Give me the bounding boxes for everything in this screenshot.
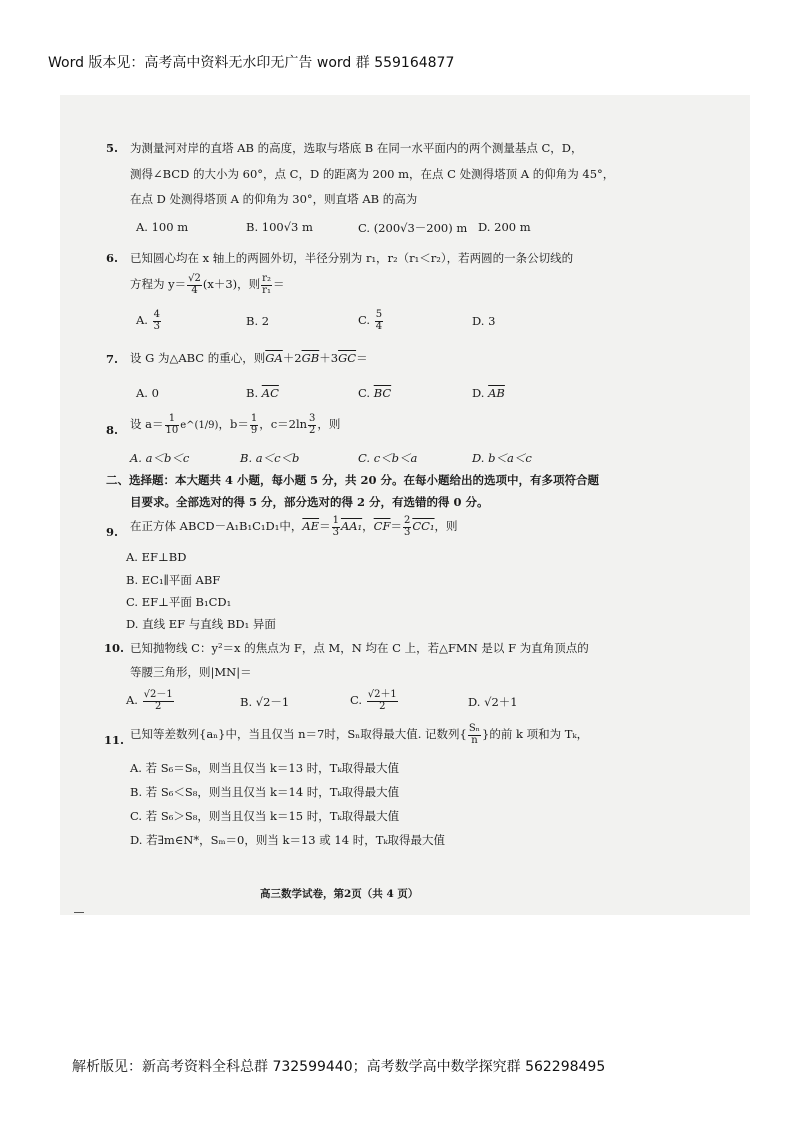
q6-fraction-r2-over-r1: $\frac{\text{r₂}}{\text{r₁}}$ [262, 273, 271, 296]
q10-option-a: A. $\frac{√2-1}{2}$ [126, 689, 173, 712]
q6-option-d: D. 3 [472, 314, 496, 328]
q6-option-a: A. $\frac{4}{3}$ [136, 309, 160, 332]
scan-mark [74, 912, 84, 913]
q7-stem: 设 G 为△ABC 的重心，则$\overline{GA}+2\overline{GB}+3\overline{GC}=$ [130, 351, 368, 365]
q6-option-b: B. 2 [246, 314, 270, 328]
q6-number: 6. [106, 251, 119, 265]
q10-line1: 已知抛物线 C：y²＝x 的焦点为 F，点 M，N 均在 C 上，若△FMN 是以 F 为直角顶点的 [130, 641, 589, 655]
q11-option-a: A. 若 S₆＝S₈，则当且仅当 k＝13 时，Tₖ取得最大值 [130, 761, 400, 775]
header-note: Word 版本见：高考高中资料无水印无广告 word 群 559164877 [48, 55, 455, 71]
q6-option-c: C. $\frac{5}{4}$ [358, 309, 383, 332]
q8-option-d: D. b＜a＜c [472, 451, 532, 465]
q5-option-c: C. (200√3－200) m [358, 221, 468, 235]
q9-stem: 在正方体 ABCD－A₁B₁C₁D₁中，$\overline{AE}=$ $\frac{1}{3}$ AA₁，$\overline{CF}=$ $\frac{2}{3}$ CC₁，则 [130, 515, 458, 538]
q9-number: 9. [106, 525, 119, 539]
q11-option-b: B. 若 S₆＜S₈，则当且仅当 k＝14 时，Tₖ取得最大值 [130, 785, 400, 799]
section2-line1: 二、选择题：本大题共 4 小题，每小题 5 分，共 20 分。在每小题给出的选项中，有多项符合题 [106, 473, 600, 487]
q6-line1: 已知圆心均在 x 轴上的两圆外切，半径分别为 r₁，r₂（r₁＜r₂），若两圆的一条公切线的 [130, 251, 574, 265]
q10-option-c: C. $\frac{√2+1}{2}$ [350, 689, 397, 712]
q5-line3: 在点 D 处测得塔顶 A 的仰角为 30°，则直塔 AB 的高为 [130, 192, 418, 206]
q9-option-c: C. EF⊥平面 B₁CD₁ [126, 595, 232, 609]
q7-option-d: D. $\overline{AB}$ [472, 386, 505, 400]
q5-option-b: B. 100√3 m [246, 220, 313, 234]
section2-line2: 目要求。全部选对的得 5 分，部分选对的得 2 分，有选错的得 0 分。 [130, 495, 489, 509]
q11-number: 11. [104, 733, 125, 747]
q9-option-d: D. 直线 EF 与直线 BD₁ 异面 [126, 617, 276, 631]
q11-option-c: C. 若 S₆＞S₈，则当且仅当 k＝15 时，Tₖ取得最大值 [130, 809, 400, 823]
q10-line2: 等腰三角形，则|MN|＝ [130, 665, 252, 679]
footer-note: 解析版见：新高考资料全科总群 732599440；高考数学高中数学探究群 562298495 [72, 1059, 606, 1075]
q7-option-a: A. 0 [136, 386, 159, 400]
q8-option-a: A. a＜b＜c [130, 451, 190, 465]
q7-option-b: B. $\overline{AC}$ [246, 386, 279, 400]
q9-option-a: A. EF⊥BD [126, 550, 187, 564]
page-footer: 高三数学试卷，第2页（共 4 页） [260, 888, 419, 900]
q7-number: 7. [106, 352, 119, 366]
q11-stem: 已知等差数列{aₙ}中，当且仅当 n＝7时，Sₙ取得最大值. 记数列{ $\frac{\text{Sₙ}}{n}$ }的前 k 项和为 Tₖ， [130, 723, 589, 746]
q5-option-d: D. 200 m [478, 220, 531, 234]
q10-option-d: D. √2＋1 [468, 695, 518, 709]
q9-option-b: B. EC₁∥平面 ABF [126, 573, 221, 587]
q8-option-c: C. c＜b＜a [358, 451, 418, 465]
q10-number: 10. [104, 641, 125, 655]
q8-stem: 设 a＝ $\frac{1}{10}$ e^(1/9)，b＝ $\frac{1}{9}$ ，c＝2ln $\frac{3}{2}$ ，则 [130, 413, 341, 436]
q8-option-b: B. a＜c＜b [240, 451, 300, 465]
q5-number: 5. [106, 141, 119, 155]
q7-option-c: C. $\overline{BC}$ [358, 386, 392, 400]
q10-option-b: B. √2－1 [240, 695, 290, 709]
q5-option-a: A. 100 m [136, 220, 189, 234]
q11-option-d: D. 若∃m∈N*，Sₘ＝0，则当 k＝13 或 14 时，Tₖ取得最大值 [130, 833, 446, 847]
q6-line2: 方程为 y＝ $\frac{√2}{4}$ (x＋3)，则 $\frac{\text{r₂}}{\text{r₁}}$ ＝ [130, 273, 285, 296]
q5-line2: 测得∠BCD 的大小为 60°，点 C，D 的距离为 200 m，在点 C 处测得塔顶 A 的仰角为 45°， [130, 167, 615, 181]
q8-number: 8. [106, 423, 119, 437]
q5-line1: 为测量河对岸的直塔 AB 的高度，选取与塔底 B 在同一水平面内的两个测量基点 C，D， [130, 141, 583, 155]
q6-fraction-sqrt2-over-4: $\frac{√2}{4}$ [188, 273, 201, 296]
